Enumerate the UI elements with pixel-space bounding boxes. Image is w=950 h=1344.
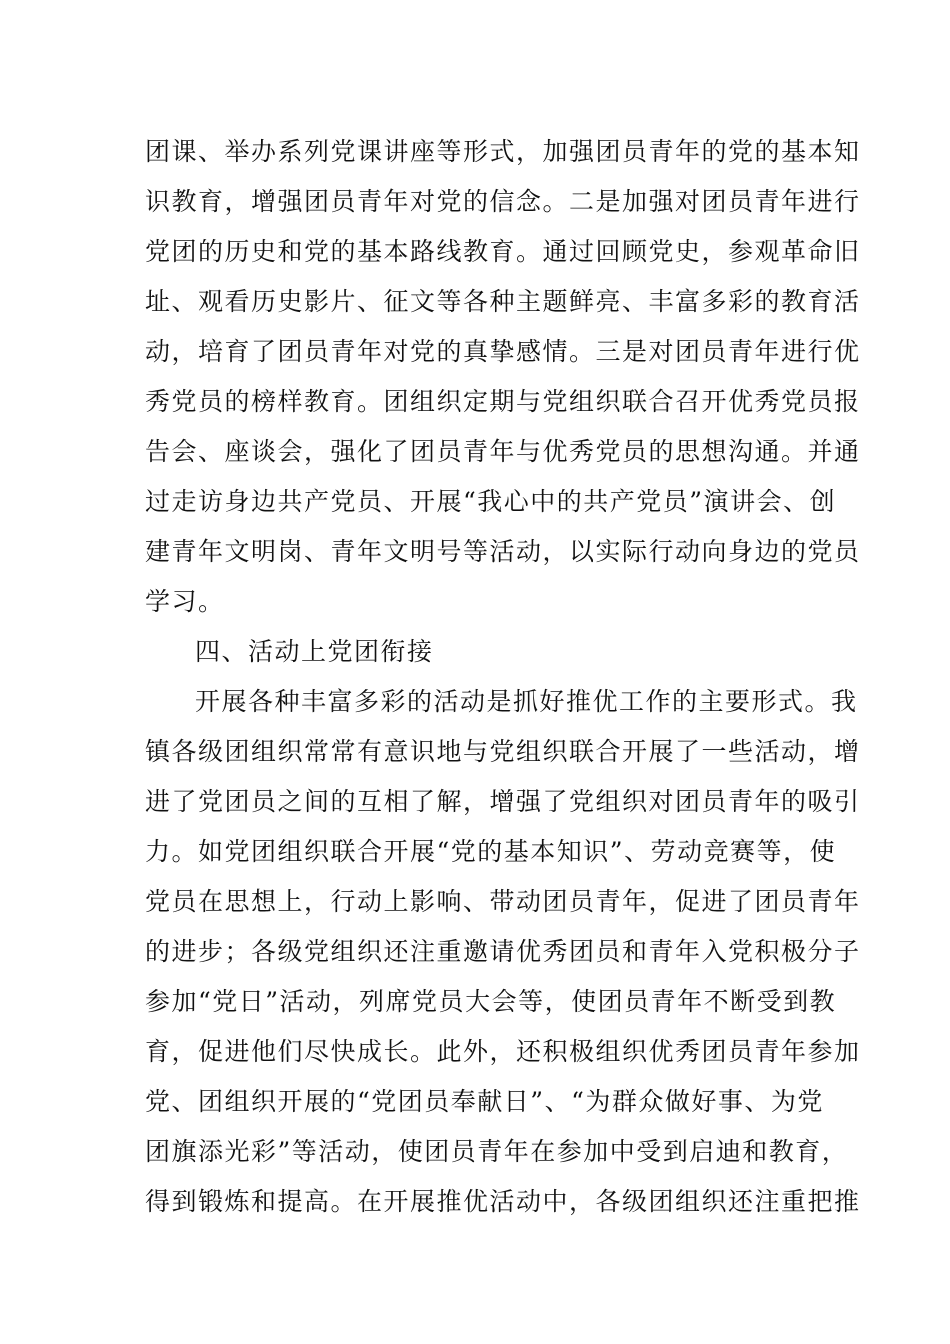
text-line-4: 址、观看历史影片、征文等各种主题鲜亮、丰富多彩的教育活	[145, 287, 861, 316]
text-line-15: 力。如党团组织联合开展“党的基本知识”、劳动竞赛等，使	[145, 837, 837, 866]
text-line-6: 秀党员的榜样教育。团组织定期与党组织联合召开优秀党员报	[145, 387, 861, 416]
text-line-17: 的进步；各级党组织还注重邀请优秀团员和青年入党积极分子	[145, 937, 861, 966]
text-line-19: 育，促进他们尽快成长。此外，还积极组织优秀团员青年参加	[145, 1037, 861, 1066]
text-line-18: 参加“党日”活动，列席党员大会等，使团员青年不断受到教	[145, 987, 837, 1016]
text-line-3: 党团的历史和党的基本路线教育。通过回顾党史，参观革命旧	[145, 237, 861, 266]
text-line-14: 进了党团员之间的互相了解，增强了党组织对团员青年的吸引	[145, 787, 861, 816]
text-line-12: 开展各种丰富多彩的活动是抓好推优工作的主要形式。我	[195, 687, 858, 716]
text-line-16: 党员在思想上，行动上影响、带动团员青年，促进了团员青年	[145, 887, 861, 916]
text-line-2: 识教育，增强团员青年对党的信念。二是加强对团员青年进行	[145, 187, 861, 216]
section-heading: 四、活动上党团衔接	[195, 637, 434, 666]
text-line-1: 团课、举办系列党课讲座等形式，加强团员青年的党的基本知	[145, 137, 861, 166]
text-line-7: 告会、座谈会，强化了团员青年与优秀党员的思想沟通。并通	[145, 437, 861, 466]
text-line-21: 团旗添光彩”等活动，使团员青年在参加中受到启迪和教育，	[145, 1137, 849, 1166]
text-line-13: 镇各级团组织常常有意识地与党组织联合开展了一些活动，增	[145, 737, 861, 766]
text-line-20: 党、团组织开展的“党团员奉献日”、“为群众做好事、为党	[145, 1087, 824, 1116]
text-line-5: 动，培育了团员青年对党的真挚感情。三是对团员青年进行优	[145, 337, 861, 366]
text-line-22: 得到锻炼和提高。在开展推优活动中，各级团组织还注重把推	[145, 1187, 861, 1216]
text-line-9: 建青年文明岗、青年文明号等活动，以实际行动向身边的党员	[145, 537, 861, 566]
text-line-8: 过走访身边共产党员、开展“我心中的共产党员”演讲会、创	[145, 487, 837, 516]
text-line-10: 学习。	[145, 587, 225, 616]
